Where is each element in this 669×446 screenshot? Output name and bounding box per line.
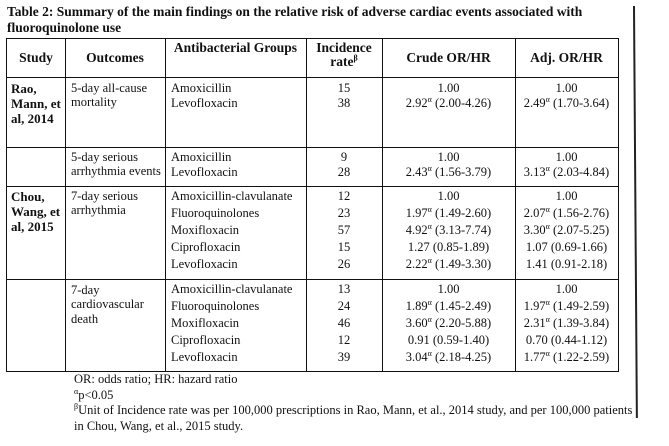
margin-pen-line (633, 6, 637, 418)
group-cell: Fluoroquinolones (171, 206, 260, 220)
crude-cell: 1.00 (437, 282, 460, 296)
adj-cell: $3.30^\alpha$ (2.07-5.25) (523, 221, 610, 237)
crude-cell: 1.00 (437, 150, 460, 164)
group-cell: Moxifloxacin (171, 316, 240, 330)
adj-cell: $2.31^\alpha$ (1.39-3.84) (523, 314, 610, 330)
group-cell: Levofloxacin (171, 96, 238, 110)
rate-cell: 26 (337, 257, 351, 271)
rate-cell: 46 (337, 316, 351, 330)
footnote-alpha: $^\alpha$p<0.05 (74, 386, 114, 402)
header-crude-or-hr: Crude OR/HR (406, 50, 491, 65)
block-rule (7, 186, 618, 187)
rate-cell: 12 (337, 333, 351, 347)
outcome-cell: 5-day all-cause mortality (71, 81, 148, 110)
adj-cell: 0.70 (0.44-1.12) (525, 333, 608, 347)
rate-cell: 38 (337, 96, 351, 110)
crude-cell: 1.00 (437, 189, 460, 203)
group-cell: Ciprofloxacin (171, 240, 241, 254)
group-cell: Amoxicillin-clavulanate (171, 189, 293, 203)
block-rule (7, 147, 618, 148)
rate-cell: 13 (337, 282, 351, 296)
group-cell: Amoxicillin-clavulanate (171, 282, 293, 296)
group-cell: Moxifloxacin (171, 223, 240, 237)
rate-cell: 28 (337, 165, 351, 179)
group-cell: Levofloxacin (171, 350, 238, 364)
group-cell: Ciprofloxacin (171, 333, 241, 347)
crude-cell: $1.97^\alpha$ (1.49-2.60) (405, 204, 492, 220)
adj-cell: $2.49^\alpha$ (1.70-3.64) (523, 94, 610, 110)
group-cell: Amoxicillin (171, 81, 232, 95)
adj-cell: 1.00 (555, 282, 578, 296)
adj-cell: 1.00 (555, 150, 578, 164)
adj-cell: $1.97^\alpha$ (1.49-2.59) (523, 297, 610, 313)
crude-cell: $3.04^\alpha$ (2.18-4.25) (405, 348, 492, 364)
table-footnotes (74, 372, 634, 434)
crude-cell: 1.00 (437, 81, 460, 95)
study-chou-wang: Chou, Wang, et al, 2015 (11, 189, 61, 234)
study-rao-mann: Rao, Mann, et al, 2014 (11, 81, 61, 126)
crude-cell: $2.43^\alpha$ (1.56-3.79) (405, 163, 492, 179)
column-rule (165, 39, 166, 371)
header-antibacterial-groups: Antibacterial Groups (173, 40, 298, 55)
adj-cell: 1.07 (0.69-1.66) (525, 240, 608, 254)
footnote-beta: $^\beta$Unit of Incidence rate was per 100,000 prescriptions in Rao, Mann, et al., 2014 study, and per 100,000 patients in Chou, Wang, et al., 2015 study. (74, 401, 633, 433)
outcome-cell: 5-day serious arrhythmia events (71, 150, 161, 179)
table-title: Table 2: Summary of the main findings on the relative risk of adverse cardiac events associated with fluoroquinolone use (7, 4, 583, 35)
rate-cell: 23 (337, 206, 351, 220)
crude-cell: 1.27 (0.85-1.89) (407, 240, 490, 254)
rate-cell: 15 (337, 81, 351, 95)
rate-cell: 15 (337, 240, 351, 254)
rate-cell: 12 (337, 189, 351, 203)
crude-cell: 0.91 (0.59-1.40) (407, 333, 490, 347)
group-cell: Levofloxacin (171, 165, 238, 179)
crude-cell: $2.22^\alpha$ (1.49-3.30) (405, 255, 492, 271)
header-study: Study (19, 50, 53, 65)
header-incidence-rate: Incidence rate$^\beta$ (316, 40, 372, 69)
column-rule (65, 39, 66, 371)
adj-cell: $1.77^\alpha$ (1.22-2.59) (523, 348, 610, 364)
crude-cell: $2.92^\alpha$ (2.00-4.26) (405, 94, 492, 110)
crude-cell: $3.60^\alpha$ (2.20-5.88) (405, 314, 492, 330)
outcome-cell: 7-day serious arrhythmia (71, 189, 138, 218)
footnote-abbreviations: OR: odds ratio; HR: hazard ratio (74, 372, 238, 386)
adj-cell: 1.41 (0.91-2.18) (525, 257, 608, 271)
adj-cell: 1.00 (555, 189, 578, 203)
outcome-cell: 7-day cardiovascular death (71, 283, 144, 326)
group-cell: Amoxicillin (171, 150, 232, 164)
group-cell: Fluoroquinolones (171, 299, 260, 313)
rate-cell: 39 (337, 350, 351, 364)
block-rule (7, 279, 618, 280)
header-rule (7, 77, 618, 78)
adj-cell: $3.13^\alpha$ (2.03-4.84) (523, 163, 610, 179)
header-outcomes: Outcomes (86, 50, 144, 65)
rate-cell: 57 (337, 223, 351, 237)
crude-cell: $4.92^\alpha$ (3.13-7.74) (405, 221, 492, 237)
header-adj-or-hr: Adj. OR/HR (530, 50, 603, 65)
adj-cell: 1.00 (555, 81, 578, 95)
group-cell: Levofloxacin (171, 257, 238, 271)
findings-table (6, 38, 619, 372)
rate-cell: 9 (340, 150, 348, 164)
crude-cell: $1.89^\alpha$ (1.45-2.49) (405, 297, 492, 313)
adj-cell: $2.07^\alpha$ (1.56-2.76) (523, 204, 610, 220)
rate-cell: 24 (337, 299, 351, 313)
